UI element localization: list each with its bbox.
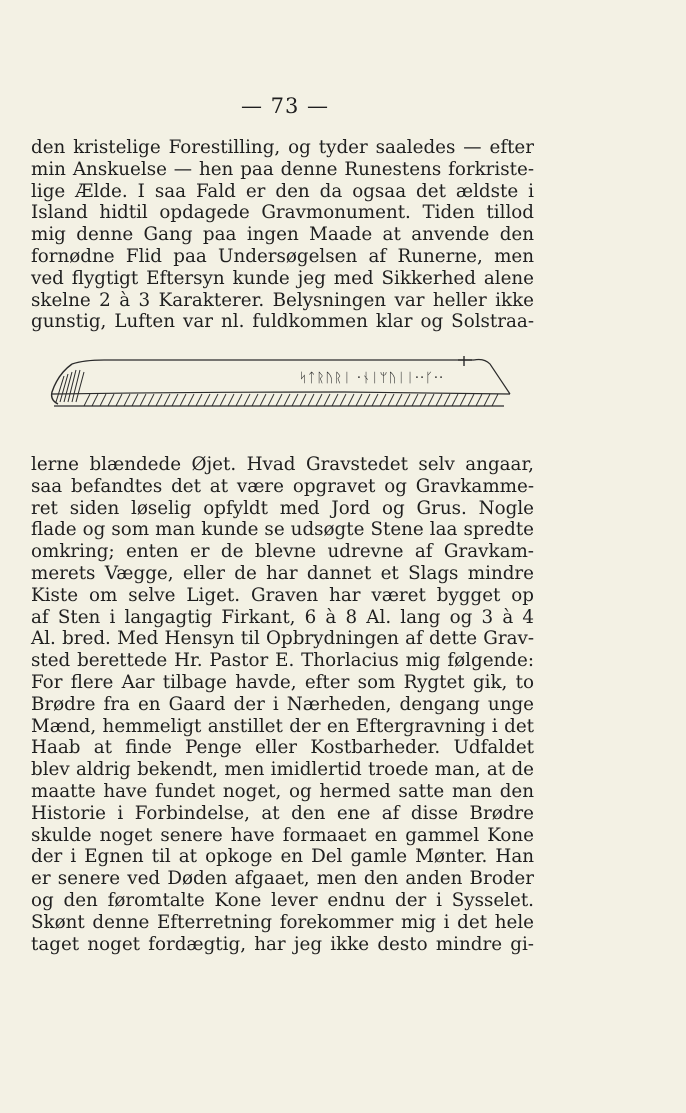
text-line: gunstig, Luften var nl. fuldkommen klar og Solstraa- [31, 311, 534, 333]
text-line: Historie i Forbindelse, at den ene af disse Brødre [31, 802, 534, 824]
text-line: ret siden løselig opfyldt med Jord og Grus. Nogle [31, 497, 534, 519]
text-line: flade og som man kunde se udsøgte Stene laa spredte [31, 519, 534, 541]
text-line: der i Egnen til at opkoge en Del gamle Mønter. Han [31, 846, 534, 868]
text-line: fornødne Flid paa Undersøgelsen af Runerne, men [31, 245, 534, 267]
page-number: — 73 — [240, 94, 330, 118]
text-line: lerne blændede Øjet. Hvad Gravstedet selv angaar, [31, 454, 534, 475]
paragraph-2 [31, 454, 534, 955]
runestone-drawing [44, 354, 514, 412]
rune-inscription: ᛋᛏᚱᚢᚱᛁ ·ᚾᛁᛘᚢᛁᛁ··ᚴ·· [299, 371, 445, 386]
text-line: ved flygtigt Eftersyn kunde jeg med Sikkerhed alene [31, 267, 534, 289]
text-line: Haab at finde Penge eller Kostbarheder. Udfaldet [31, 737, 534, 759]
text-line: sted berettede Hr. Pastor E. Thorlacius mig følgende: [31, 650, 534, 672]
text-line: blev aldrig bekendt, men imidlertid troede man, at de [31, 759, 534, 781]
text-line: Mænd, hemmeligt anstillet der en Eftergravning i det [31, 715, 534, 737]
text-line: taget noget fordægtig, har jeg ikke desto mindre gi- [31, 933, 534, 955]
text-line: Brødre fra en Gaard der i Nærheden, dengang unge [31, 693, 534, 715]
text-line: Skønt denne Efterretning forekommer mig i det hele [31, 911, 534, 933]
text-line: Island hidtil opdagede Gravmonument. Tiden tillod [31, 202, 534, 224]
text-line: Al. bred. Med Hensyn til Opbrydningen af dette Grav- [31, 628, 534, 650]
text-line: er senere ved Døden afgaaet, men den anden Broder [31, 868, 534, 890]
text-line: For flere Aar tilbage havde, efter som Rygtet gik, to [31, 671, 534, 693]
text-line: skelne 2 à 3 Karakterer. Belysningen var heller ikke [31, 289, 534, 311]
text-line: lige Ælde. I saa Fald er den da ogsaa det ældste i [31, 180, 534, 202]
text-line: mig denne Gang paa ingen Maade at anvende den [31, 224, 534, 246]
text-line: min Anskuelse — hen paa denne Runestens forkriste- [31, 158, 534, 180]
text-line: merets Vægge, eller de har dannet et Slags mindre [31, 562, 534, 584]
text-line: skulde noget senere have formaaet en gammel Kone [31, 824, 534, 846]
text-line: omkring; enten er de blevne udrevne af Gravkam- [31, 541, 534, 563]
text-line: saa befandtes det at være opgravet og Gravkamme- [31, 475, 534, 497]
text-line: maatte have fundet noget, og hermed satte man den [31, 780, 534, 802]
text-line: Kiste om selve Liget. Graven har været bygget op [31, 584, 534, 606]
text-line: den kristelige Forestilling, og tyder saaledes — efter [31, 137, 534, 158]
paragraph-1 [31, 137, 534, 333]
text-line: og den føromtalte Kone lever endnu der i Sysselet. [31, 889, 534, 911]
text-line: af Sten i langagtig Firkant, 6 à 8 Al. lang og 3 à 4 [31, 606, 534, 628]
